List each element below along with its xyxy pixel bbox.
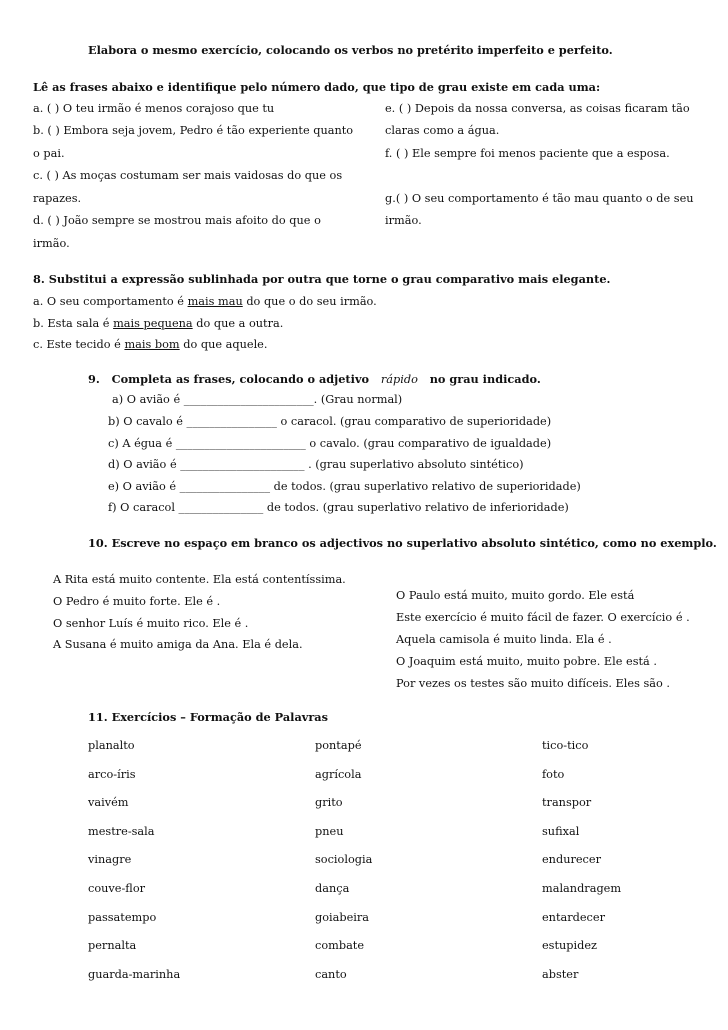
q10-right-line: Este exercício é muito fácil de fazer. O exercício é . [396,611,690,624]
word-item: planalto [88,739,135,752]
word-item: entardecer [542,911,605,924]
q8-item: b. Esta sala é mais pequena do que a outra. [33,317,284,330]
q10-left-line: A Rita está muito contente. Ela está contentíssima. [53,573,346,586]
q10-right-line: Aquela camisola é muito linda. Ela é . [396,633,612,646]
word-item: pneu [315,825,344,838]
grau-left-line: rapazes. [33,192,82,205]
top-instruction: Elabora o mesmo exercício, colocando os verbos no pretérito imperfeito e perfeito. [88,43,613,57]
word-item: combate [315,939,365,952]
word-item: vinagre [88,853,132,866]
word-item: grito [315,796,343,809]
word-item: transpor [542,796,592,809]
word-item: agrícola [315,768,362,781]
word-item: dança [315,882,350,895]
grau-right-line: claras como a água. [385,124,500,137]
q11-title: 11. Exercícios – Formação de Palavras [88,710,328,724]
word-item: malandragem [542,882,622,895]
grau-left-line: irmão. [33,237,70,250]
word-item: passatempo [88,911,157,924]
word-item: estupidez [542,939,598,952]
word-item: vaivém [88,796,129,809]
grau-left-line: a. ( ) O teu irmão é menos corajoso que tu [33,102,275,115]
grau-right-line: g.( ) O seu comportamento é tão mau quanto o de seu [385,192,694,205]
q10-left-line: O senhor Luís é muito rico. Ele é . [53,617,249,630]
word-item: mestre-sala [88,825,155,838]
word-item: sufixal [542,825,580,838]
grau-right-line: irmão. [385,214,422,227]
word-item: arco-íris [88,768,136,781]
q9-item: d) O avião é ______________________ . (grau superlativo absoluto sintético) [108,458,524,471]
q9-item: e) O avião é ________________ de todos. (grau superlativo relativo de superioridade) [108,480,581,493]
word-item: pernalta [88,939,137,952]
q9-item: c) A égua é _______________________ o cavalo. (grau comparativo de igualdade) [108,437,552,450]
q10-title: 10. Escreve no espaço em branco os adjectivos no superlativo absoluto sintético, como no exemplo. [88,536,717,550]
word-item: endurecer [542,853,601,866]
grau-right-line: f. ( ) Ele sempre foi menos paciente que a esposa. [385,147,670,160]
q10-right-line: O Joaquim está muito, muito pobre. Ele está . [396,655,657,668]
q10-right-line: Por vezes os testes são muito difíceis. Eles são . [396,677,671,690]
word-item: goiabeira [315,911,370,924]
grau-left-line: o pai. [33,147,65,160]
grau-right-line: e. ( ) Depois da nossa conversa, as coisas ficaram tão [385,102,690,115]
q8-item: c. Este tecido é mais bom do que aquele. [33,338,268,351]
q9-item: b) O cavalo é ________________ o caracol. (grau comparativo de superioridade) [108,415,552,428]
grau-section-title: Lê as frases abaixo e identifique pelo número dado, que tipo de grau existe em cada uma: [33,80,601,94]
grau-left-line: b. ( ) Embora seja jovem, Pedro é tão experiente quanto [33,124,354,137]
word-item: sociologia [315,853,373,866]
word-item: canto [315,968,347,981]
q9-item: f) O caracol _______________ de todos. (grau superlativo relativo de inferioridade) [108,501,569,514]
q9-title: 9. Completa as frases, colocando o adjetivo rápido no grau indicado. [88,372,541,386]
word-item: abster [542,968,579,981]
q10-left-line: O Pedro é muito forte. Ele é . [53,595,221,608]
q8-title: 8. Substitui a expressão sublinhada por outra que torne o grau comparativo mais elegante. [33,272,611,286]
q10-right-line: O Paulo está muito, muito gordo. Ele está [396,589,635,602]
word-item: couve-flor [88,882,146,895]
grau-left-line: c. ( ) As moças costumam ser mais vaidosas do que os [33,169,343,182]
q8-item: a. O seu comportamento é mais mau do que o do seu irmão. [33,295,377,308]
grau-left-line: d. ( ) João sempre se mostrou mais afoito do que o [33,214,321,227]
word-item: pontapé [315,739,362,752]
q9-item: a) O avião é _______________________. (Grau normal) [112,393,403,406]
word-item: guarda-marinha [88,968,181,981]
q10-left-line: A Susana é muito amiga da Ana. Ela é dela. [53,638,303,651]
word-item: tico-tico [542,739,589,752]
word-item: foto [542,768,565,781]
